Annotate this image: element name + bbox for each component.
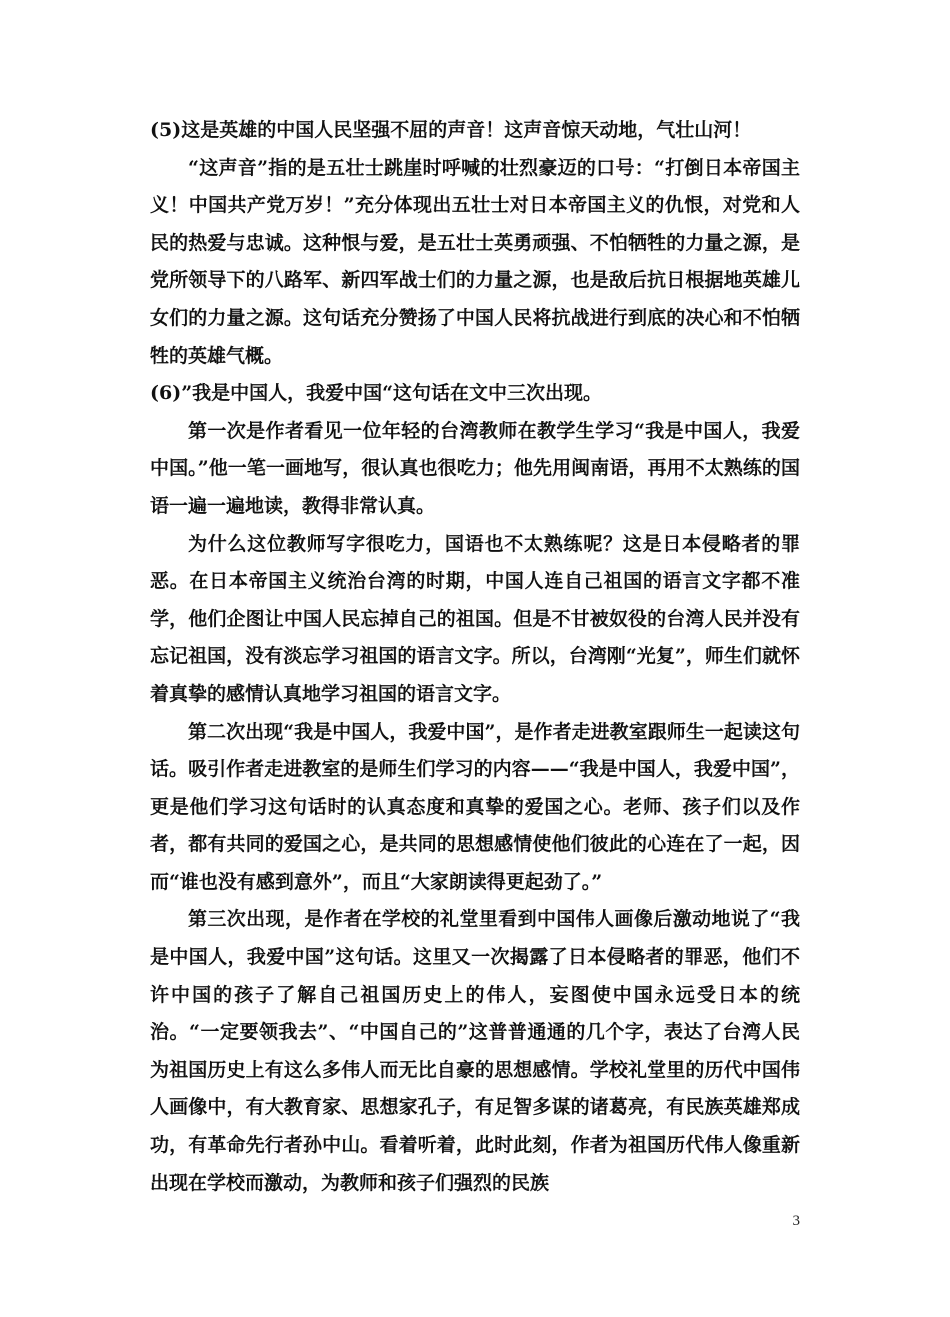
page-number: 3 <box>792 1213 800 1229</box>
paragraph-third-occurrence: 第三次出现，是作者在学校的礼堂里看到中国伟人画像后激动地说了“我是中国人，我爱中国”这句话。这里又一次揭露了日本侵略者的罪恶，他们不许中国的孩子了解自己祖国历史上的伟人，妄图使中国永远受日本的统治。“一定要领我去”、“中国自己的”这普普通通的几个字，表达了台湾人民为祖国历史上有这么多伟人而无比自豪的思想感情。学校礼堂里的历代中国伟人画像中，有大教育家、思想家孔子，有足智多谋的诸葛亮，有民族英雄郑成功，有革命先行者孙中山。看着听着，此时此刻，作者为祖国历代伟人像重新出现在学校而激动，为教师和孩子们强烈的民族 <box>150 908 800 1194</box>
paragraph-second-occurrence: 第二次出现“我是中国人，我爱中国”，是作者走进教室跟师生一起读这句话。吸引作者走进教室的是师生们学习的内容——“我是中国人，我爱中国”，更是他们学习这句话时的认真态度和真挚的爱国之心。老师、孩子们以及作者，都有共同的爱国之心，是共同的思想感情使他们彼此的心连在了一起，因而“谁也没有感到意外”，而且“大家朗读得更起劲了。” <box>150 720 800 893</box>
document-body <box>150 112 800 1202</box>
paragraph-6-heading: (6)”我是中国人，我爱中国“这句话在文中三次出现。 <box>150 382 603 405</box>
paragraph-5-explanation: “这声音”指的是五壮士跳崖时呼喊的壮烈豪迈的口号：“打倒日本帝国主义！中国共产党万岁！”充分体现出五壮士对日本帝国主义的仇恨，对党和人民的热爱与忠诚。这种恨与爱，是五壮士英勇顽强、不怕牺牲的力量之源，是党所领导下的八路军、新四军战士们的力量之源，也是敌后抗日根据地英雄儿女们的力量之源。这句话充分赞扬了中国人民将抗战进行到底的决心和不怕牺牲的英雄气概。 <box>150 156 800 367</box>
paragraph-5-heading: (5)这是英雄的中国人民坚强不屈的声音！这声音惊天动地，气壮山河！ <box>150 119 752 141</box>
paragraph-first-occurrence: 第一次是作者看见一位年轻的台湾教师在教学生学习“我是中国人，我爱中国。”他一笔一画地写，很认真也很吃力；他先用闽南语，再用不太熟练的国语一遍一遍地读，教得非常认真。 <box>150 419 800 517</box>
paragraph-teacher-reason: 为什么这位教师写字很吃力，国语也不太熟练呢？这是日本侵略者的罪恶。在日本帝国主义统治台湾的时期，中国人连自己祖国的语言文字都不准学，他们企图让中国人民忘掉自己的祖国。但是不甘被奴役的台湾人民并没有忘记祖国，没有淡忘学习祖国的语言文字。所以，台湾刚“光复”，师生们就怀着真挚的感情认真地学习祖国的语言文字。 <box>150 532 800 705</box>
